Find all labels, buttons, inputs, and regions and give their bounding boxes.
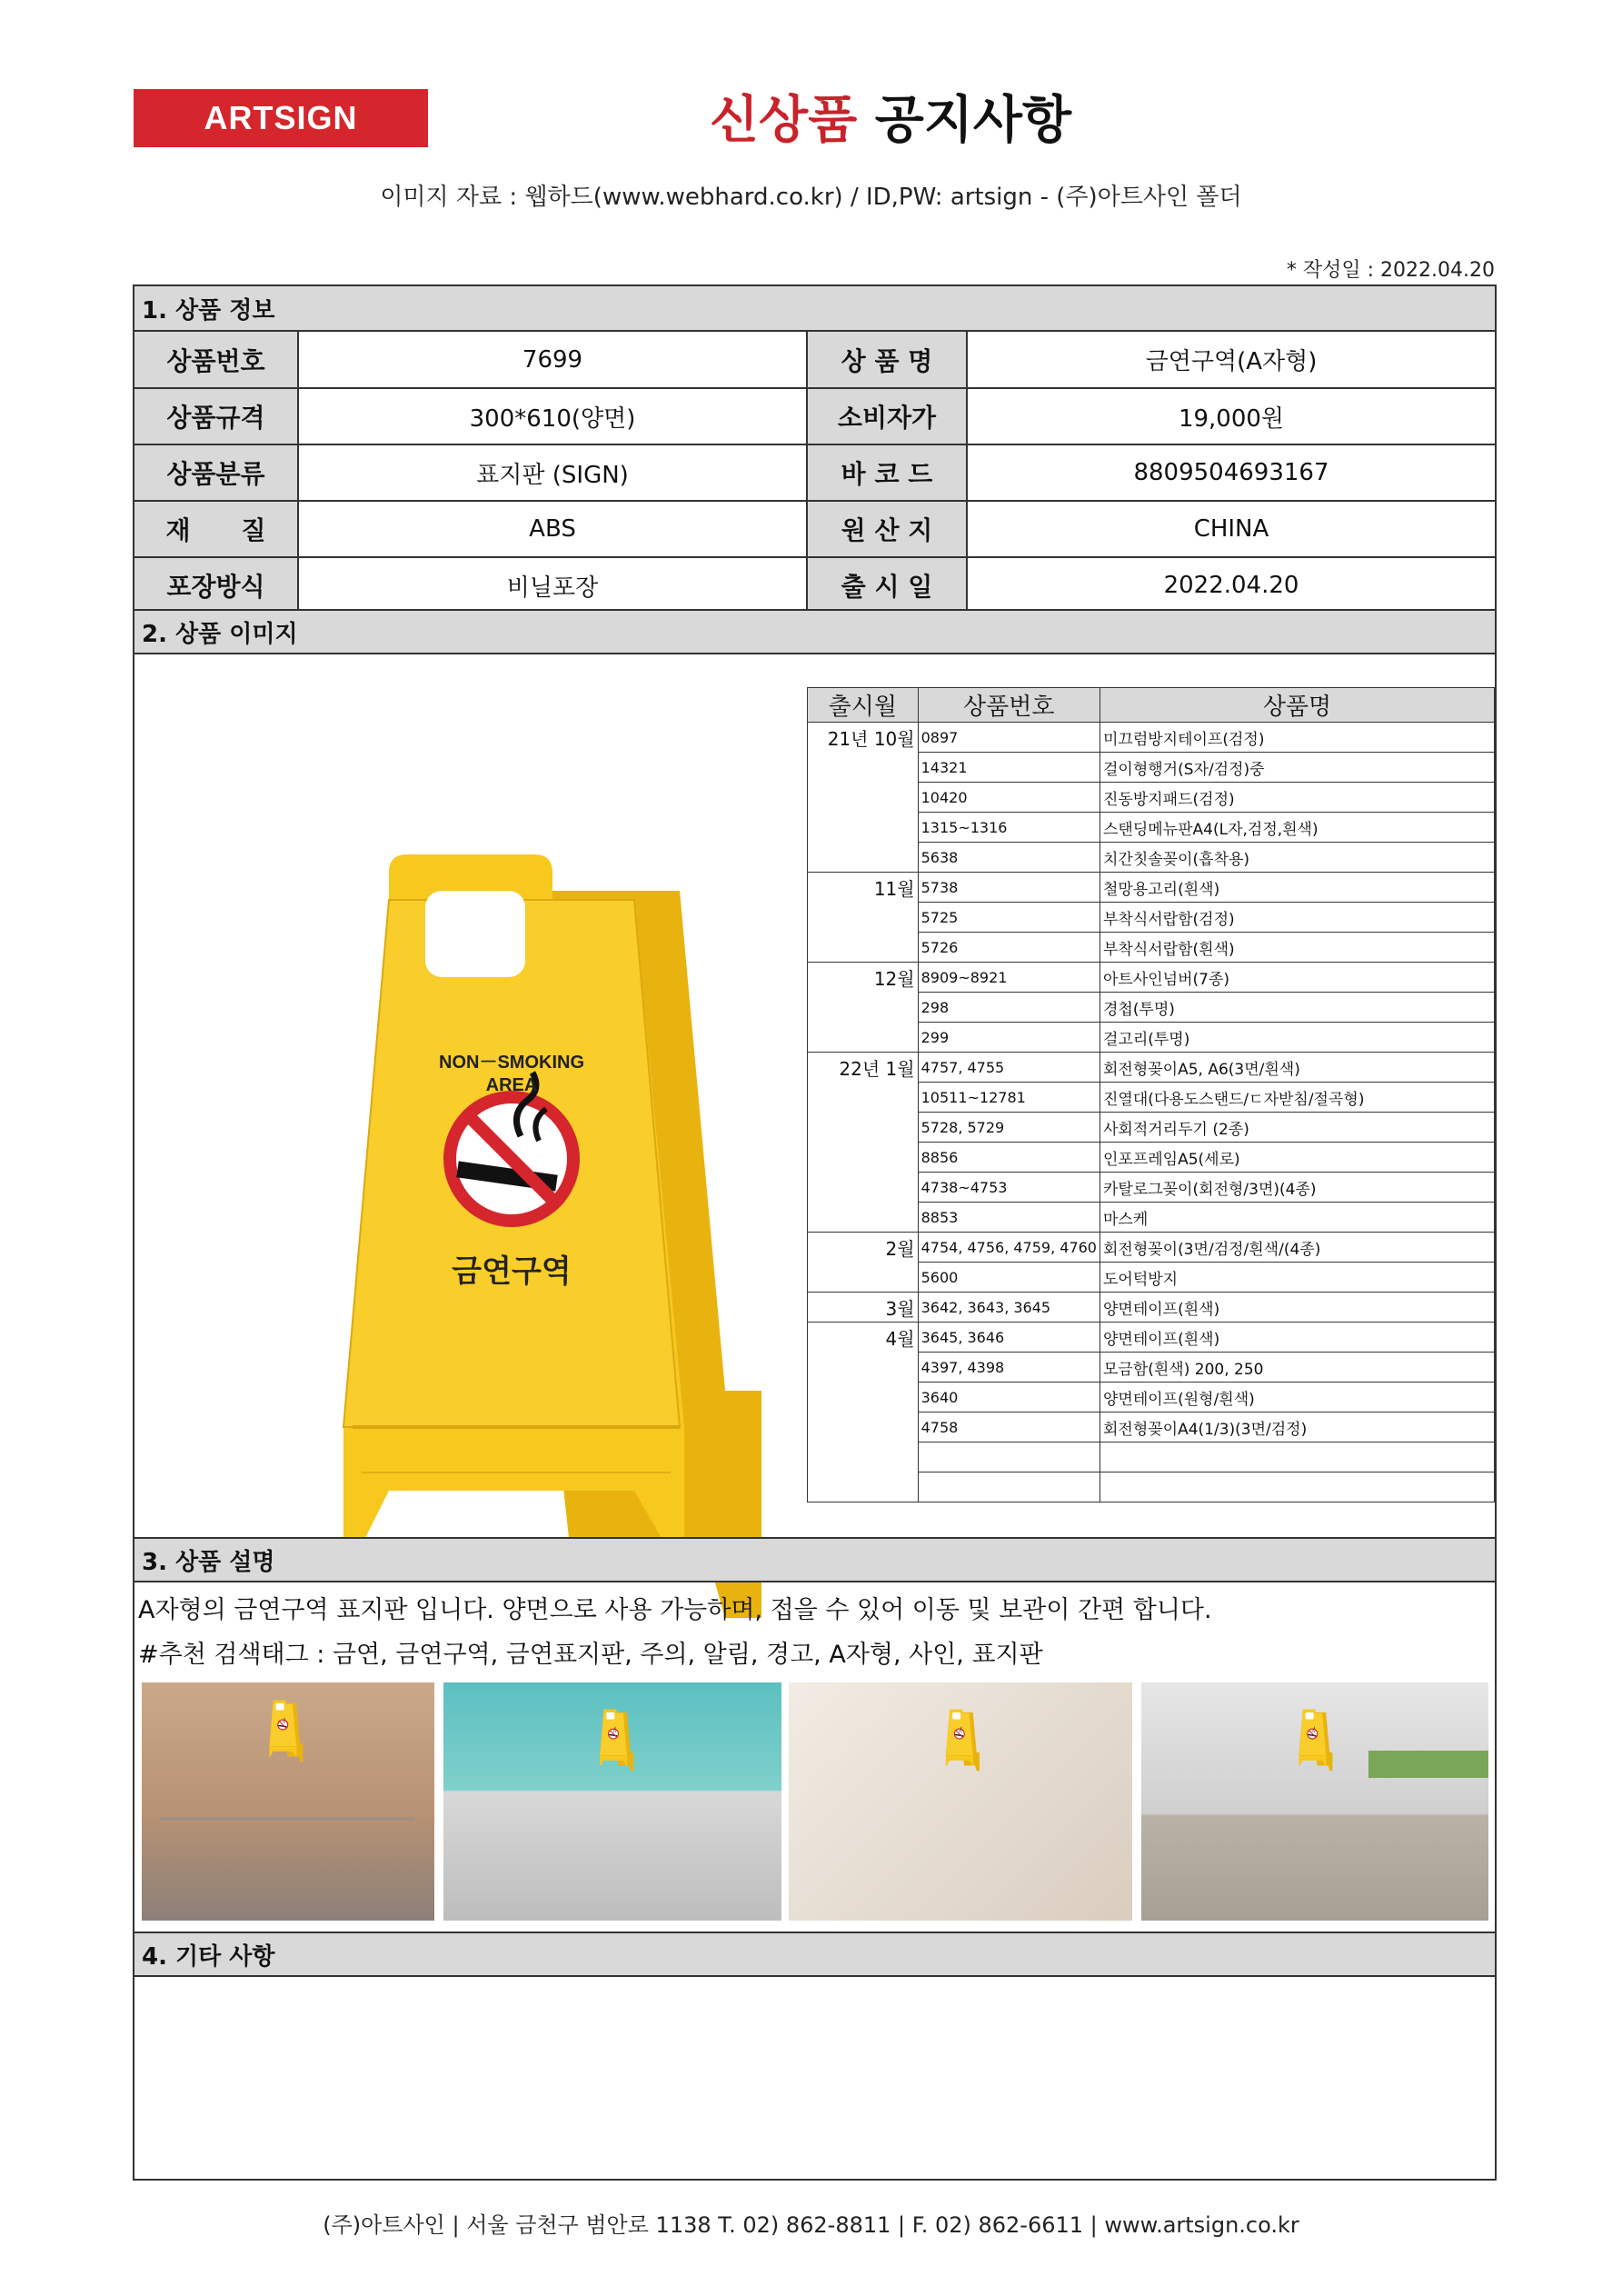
release-name: 부착식서랍함(흰색) — [1100, 933, 1494, 963]
section-product-info: 1. 상품 정보 — [134, 286, 1495, 332]
release-code — [918, 1442, 1100, 1472]
info-label: 재 질 — [134, 501, 298, 557]
release-month — [808, 1472, 919, 1502]
sign-text-korean: 금연구역 — [452, 1253, 572, 1290]
page-title — [509, 80, 1272, 153]
release-code: 10511~12781 — [918, 1083, 1100, 1113]
release-month — [808, 933, 919, 963]
release-name: 진열대(다용도스탠드/ㄷ자받침/절곡형) — [1100, 1083, 1494, 1113]
info-row — [134, 501, 1495, 557]
release-name: 부착식서랍함(검정) — [1100, 903, 1494, 933]
release-header-code: 상품번호 — [918, 688, 1100, 723]
info-value: 300*610(양면) — [298, 388, 807, 444]
release-month — [808, 753, 919, 783]
release-name: 경첩(투명) — [1100, 993, 1494, 1023]
release-row — [808, 1143, 1495, 1173]
info-label: 상품규격 — [134, 388, 298, 444]
release-row — [808, 783, 1495, 813]
release-month — [808, 1353, 919, 1383]
release-name: 회전형꽂이A4(1/3)(3면/검정) — [1100, 1413, 1494, 1442]
release-month — [808, 993, 919, 1023]
release-row — [808, 1083, 1495, 1113]
release-month: 21년 10월 — [808, 723, 919, 753]
info-value: 2022.04.20 — [967, 557, 1495, 614]
release-header-row — [808, 688, 1495, 723]
release-table — [807, 687, 1495, 1502]
scene-photo-3 — [789, 1682, 1132, 1921]
release-row — [808, 723, 1495, 753]
release-name: 미끄럼방지테이프(검정) — [1100, 723, 1494, 753]
release-row — [808, 1053, 1495, 1083]
release-code: 5638 — [918, 843, 1100, 873]
release-name: 아트사인넘버(7종) — [1100, 963, 1494, 993]
info-value: 표지판 (SIGN) — [298, 444, 807, 501]
release-name: 모금함(흰색) 200, 250 — [1100, 1353, 1494, 1383]
release-row — [808, 1233, 1495, 1263]
sign-text-line1: NON－SMOKING — [439, 1053, 584, 1073]
section-etc: 4. 기타 사항 — [134, 1932, 1495, 1977]
scene-sign-4 — [1141, 1682, 1488, 1921]
info-label: 출 시 일 — [807, 557, 967, 614]
release-code: 5726 — [918, 933, 1100, 963]
release-month — [808, 1203, 919, 1233]
info-value: 금연구역(A자형) — [967, 332, 1495, 388]
release-row — [808, 843, 1495, 873]
release-row — [808, 933, 1495, 963]
release-row — [808, 1413, 1495, 1442]
release-header-name: 상품명 — [1100, 688, 1494, 723]
release-month — [808, 1113, 919, 1143]
release-row — [808, 1472, 1495, 1502]
release-name: 치간칫솔꽂이(흡착용) — [1100, 843, 1494, 873]
release-code: 5728, 5729 — [918, 1113, 1100, 1143]
info-row — [134, 332, 1495, 388]
scene-sign-3 — [789, 1682, 1132, 1921]
release-name: 진동방지패드(검정) — [1100, 783, 1494, 813]
release-name: 철망용고리(흰색) — [1100, 873, 1494, 903]
search-tags: #추천 검색태그 : 금연, 금연구역, 금연표지판, 주의, 알림, 경고, A자형, 사인, 표지판 — [138, 1641, 1043, 1669]
release-row — [808, 813, 1495, 843]
release-code: 3640 — [918, 1383, 1100, 1413]
release-code: 3642, 3643, 3645 — [918, 1293, 1100, 1323]
written-date: * 작성일 : 2022.04.20 — [1286, 259, 1495, 282]
release-month: 2월 — [808, 1233, 919, 1263]
release-month — [808, 903, 919, 933]
info-value: 19,000원 — [967, 388, 1495, 444]
release-month: 4월 — [808, 1323, 919, 1353]
release-month — [808, 1023, 919, 1053]
info-label: 원 산 지 — [807, 501, 967, 557]
release-month — [808, 1442, 919, 1472]
info-label: 바 코 드 — [807, 444, 967, 501]
release-code: 4738~4753 — [918, 1173, 1100, 1203]
release-code — [918, 1472, 1100, 1502]
scene-sign-1 — [142, 1682, 434, 1921]
release-month — [808, 1413, 919, 1442]
title-rest: 공지사항 — [874, 91, 1072, 150]
release-code: 4754, 4756, 4759, 4760 — [918, 1233, 1100, 1263]
product-photo — [334, 836, 761, 1636]
release-month: 3월 — [808, 1293, 919, 1323]
image-source-note: 이미지 자료 : 웹하드(www.webhard.co.kr) / ID,PW: artsign - (주)아트사인 폴더 — [380, 184, 1242, 211]
info-label: 상품분류 — [134, 444, 298, 501]
release-row — [808, 903, 1495, 933]
scene-photo-4 — [1141, 1682, 1488, 1921]
release-name: 양면테이프(원형/흰색) — [1100, 1383, 1494, 1413]
release-month — [808, 813, 919, 843]
release-name: 인포프레임A5(세로) — [1100, 1143, 1494, 1173]
release-row — [808, 1023, 1495, 1053]
release-code: 1315~1316 — [918, 813, 1100, 843]
release-row — [808, 1203, 1495, 1233]
release-row — [808, 873, 1495, 903]
info-value: CHINA — [967, 501, 1495, 557]
release-name: 양면테이프(흰색) — [1100, 1323, 1494, 1353]
scene-photo-1 — [142, 1682, 434, 1921]
section-description: 3. 상품 설명 — [134, 1537, 1495, 1582]
product-info-table — [134, 332, 1495, 614]
release-name: 사회적거리두기 (2종) — [1100, 1113, 1494, 1143]
release-name — [1100, 1442, 1494, 1472]
release-name: 걸고리(투명) — [1100, 1023, 1494, 1053]
release-month — [808, 843, 919, 873]
artsign-logo: ARTSIGN — [134, 89, 428, 147]
release-name: 마스케 — [1100, 1203, 1494, 1233]
release-name: 양면테이프(흰색) — [1100, 1293, 1494, 1323]
section-product-image: 2. 상품 이미지 — [134, 609, 1495, 654]
release-code: 5738 — [918, 873, 1100, 903]
title-highlight: 신상품 — [709, 91, 858, 150]
info-value: 비닐포장 — [298, 557, 807, 614]
release-name: 걸이형행거(S자/검정)중 — [1100, 753, 1494, 783]
scene-photo-2 — [443, 1682, 781, 1921]
release-month — [808, 1173, 919, 1203]
release-code: 10420 — [918, 783, 1100, 813]
release-month: 22년 1월 — [808, 1053, 919, 1083]
info-label: 상 품 명 — [807, 332, 967, 388]
release-name: 스탠딩메뉴판A4(L자,검정,흰색) — [1100, 813, 1494, 843]
info-value: ABS — [298, 501, 807, 557]
release-month — [808, 783, 919, 813]
release-name — [1100, 1472, 1494, 1502]
release-row — [808, 1293, 1495, 1323]
info-value: 8809504693167 — [967, 444, 1495, 501]
release-row — [808, 1353, 1495, 1383]
release-code: 8909~8921 — [918, 963, 1100, 993]
info-label: 포장방식 — [134, 557, 298, 614]
release-code: 5600 — [918, 1263, 1100, 1293]
release-month: 11월 — [808, 873, 919, 903]
release-month — [808, 1083, 919, 1113]
info-label: 소비자가 — [807, 388, 967, 444]
info-row — [134, 444, 1495, 501]
release-month — [808, 1143, 919, 1173]
release-code: 4757, 4755 — [918, 1053, 1100, 1083]
release-row — [808, 753, 1495, 783]
release-row — [808, 1323, 1495, 1353]
release-month: 12월 — [808, 963, 919, 993]
release-row — [808, 1173, 1495, 1203]
info-row — [134, 388, 1495, 444]
release-code: 4758 — [918, 1413, 1100, 1442]
release-name: 카탈로그꽂이(회전형/3면)(4종) — [1100, 1173, 1494, 1203]
release-name: 도어턱방지 — [1100, 1263, 1494, 1293]
company-footer: (주)아트사인 | 서울 금천구 범안로 1138 T. 02) 862-8811 | F. 02) 862-6611 | www.artsign.co.kr — [323, 2212, 1299, 2238]
release-code: 14321 — [918, 753, 1100, 783]
release-month — [808, 1383, 919, 1413]
info-label: 상품번호 — [134, 332, 298, 388]
release-row — [808, 1442, 1495, 1472]
release-month — [808, 1263, 919, 1293]
release-code: 0897 — [918, 723, 1100, 753]
release-header-month: 출시월 — [808, 688, 919, 723]
notice-frame — [133, 285, 1497, 2181]
release-name: 회전형꽂이A5, A6(3면/흰색) — [1100, 1053, 1494, 1083]
release-row — [808, 963, 1495, 993]
release-code: 5725 — [918, 903, 1100, 933]
release-row — [808, 1263, 1495, 1293]
release-code: 8853 — [918, 1203, 1100, 1233]
sign-text-line2: AREA — [485, 1075, 538, 1095]
release-code: 299 — [918, 1023, 1100, 1053]
sign-illustration — [334, 836, 761, 1636]
release-row — [808, 1383, 1495, 1413]
scene-sign-2 — [443, 1682, 781, 1921]
release-code: 3645, 3646 — [918, 1323, 1100, 1353]
description-text: A자형의 금연구역 표지판 입니다. 양면으로 사용 가능하며, 접을 수 있어 이동 및 보관이 간편 합니다. — [138, 1596, 1212, 1624]
release-row — [808, 1113, 1495, 1143]
release-code: 8856 — [918, 1143, 1100, 1173]
info-row — [134, 557, 1495, 614]
info-value: 7699 — [298, 332, 807, 388]
release-row — [808, 993, 1495, 1023]
release-code: 298 — [918, 993, 1100, 1023]
release-name: 회전형꽂이(3면/검정/흰색/(4종) — [1100, 1233, 1494, 1263]
release-code: 4397, 4398 — [918, 1353, 1100, 1383]
